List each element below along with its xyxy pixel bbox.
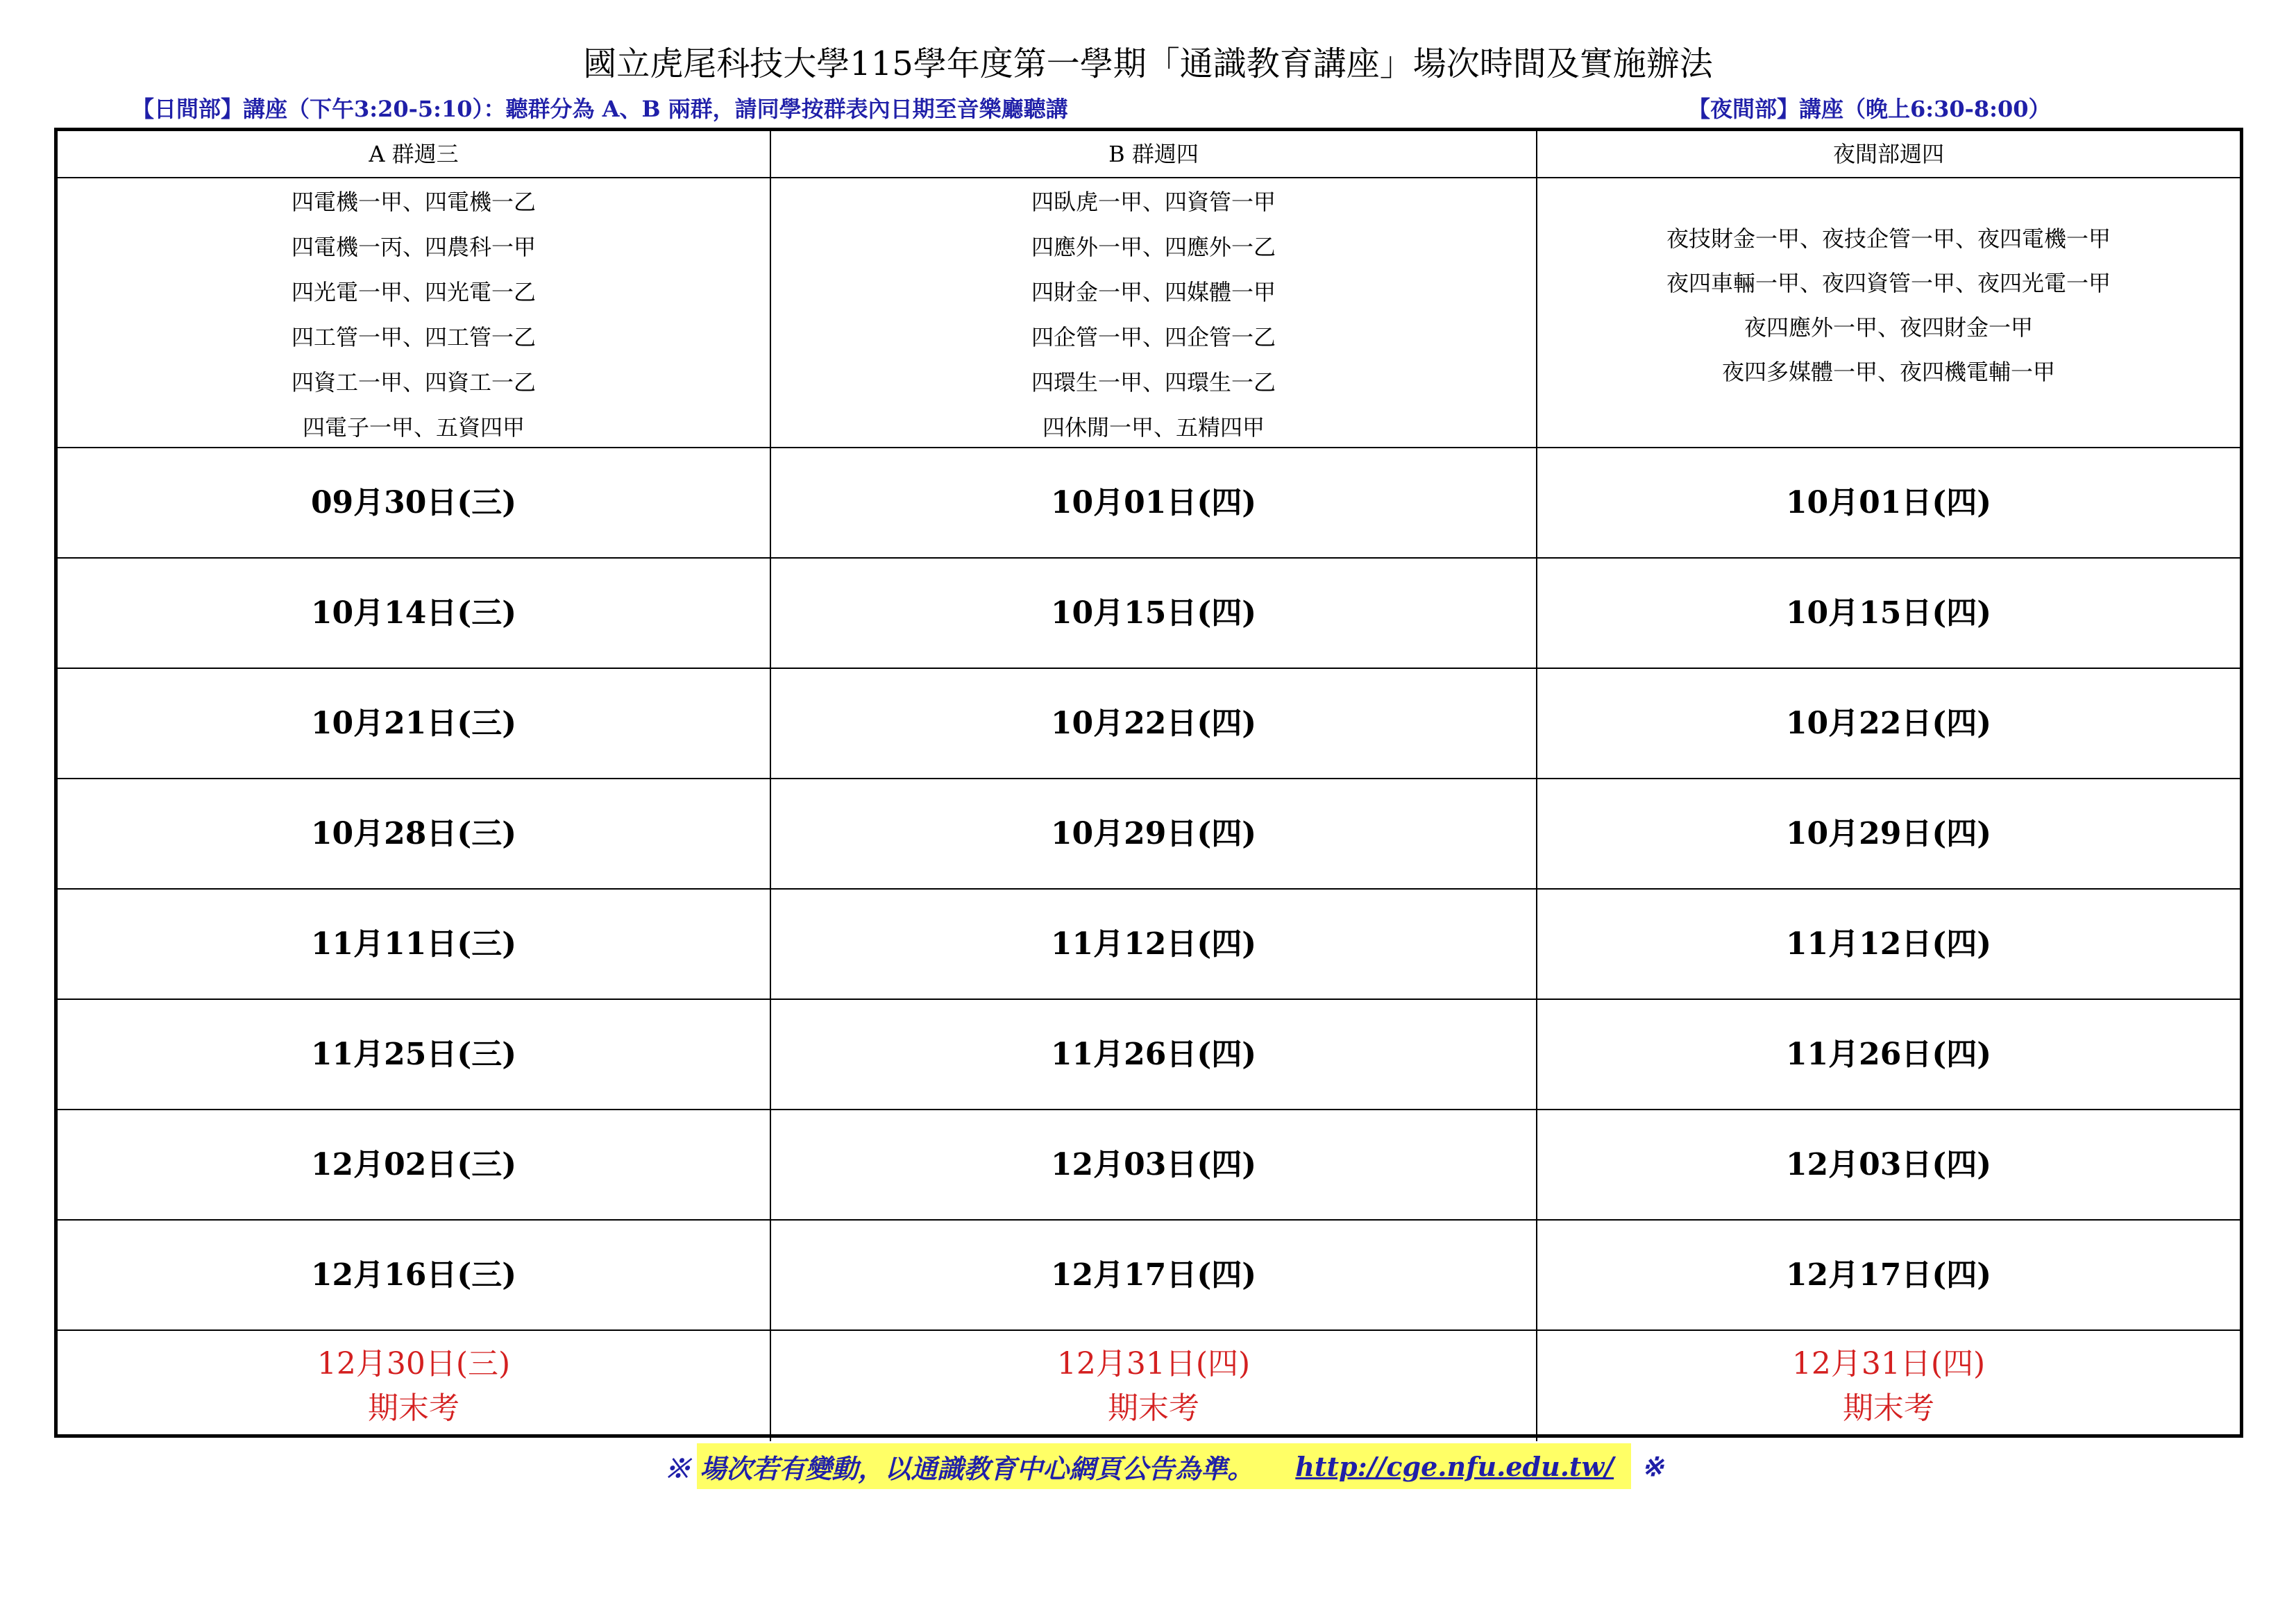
class-line: 四應外一甲、四應外一乙 [1031, 234, 1276, 260]
session-date: 11月25日(三) [310, 1036, 517, 1072]
session-date-cell [1537, 1000, 2240, 1110]
class-line: 四電機一丙、四農科一甲 [291, 234, 536, 260]
class-line: 夜四多媒體一甲、夜四機電輔一甲 [1721, 358, 2055, 385]
session-date: 10月22日(四) [1785, 705, 1992, 741]
final-exam-date: 12月31日(四) [1791, 1345, 1986, 1382]
column-header-night: 夜間部週四 [1537, 131, 2240, 178]
session-date-cell [58, 669, 771, 779]
session-date-cell [1537, 1221, 2240, 1331]
class-line: 四電機一甲、四電機一乙 [291, 189, 536, 215]
session-date: 12月16日(三) [310, 1257, 517, 1293]
session-date-cell [1537, 890, 2240, 1000]
session-date: 09月30日(三) [310, 484, 517, 520]
lecture-schedule-table [54, 128, 2243, 1438]
day-session-info: 【日間部】講座（下午3:20-5:10）：聽群分為 A、B 兩群，請同學按群表內日期至音樂廳聽講 [132, 96, 1068, 122]
column-header-group-a: A 群週三 [58, 131, 771, 178]
session-date-cell [771, 448, 1537, 559]
session-date-cell [771, 559, 1537, 669]
session-date-cell [1537, 779, 2240, 890]
final-exam-cell-group-a [58, 1331, 771, 1441]
session-date-cell [771, 1000, 1537, 1110]
session-date-cell [1537, 448, 2240, 559]
session-date: 10月29日(四) [1050, 815, 1257, 851]
class-line: 四資工一甲、四資工一乙 [291, 369, 536, 396]
class-line: 四光電一甲、四光電一乙 [291, 279, 536, 305]
session-date: 12月17日(四) [1785, 1257, 1992, 1293]
session-date: 12月17日(四) [1050, 1257, 1257, 1293]
class-line: 夜技財金一甲、夜技企管一甲、夜四電機一甲 [1666, 225, 2111, 252]
column-header-group-b: B 群週四 [771, 131, 1537, 178]
final-exam-date: 12月31日(四) [1056, 1345, 1251, 1382]
final-exam-cell-night [1537, 1331, 2240, 1441]
class-line: 四工管一甲、四工管一乙 [291, 324, 536, 350]
class-line: 四企管一甲、四企管一乙 [1031, 324, 1276, 350]
session-date-cell [58, 890, 771, 1000]
class-line: 四電子一甲、五資四甲 [302, 414, 525, 441]
session-date: 10月01日(四) [1050, 484, 1257, 520]
session-date: 12月03日(四) [1050, 1146, 1257, 1182]
group-a-class-list [58, 178, 771, 448]
session-date-cell [1537, 669, 2240, 779]
session-date: 11月11日(三) [310, 926, 517, 962]
session-date: 11月26日(四) [1050, 1036, 1257, 1072]
class-line: 四臥虎一甲、四資管一甲 [1031, 189, 1276, 215]
class-line: 四環生一甲、四環生一乙 [1031, 369, 1276, 396]
session-date-cell [58, 779, 771, 890]
notice-end-mark: ※ [1641, 1450, 1664, 1482]
session-date-cell [771, 1110, 1537, 1221]
session-date-cell [771, 890, 1537, 1000]
night-session-info: 【夜間部】講座（晚上6:30-8:00） [1688, 96, 2051, 122]
final-exam-label: 期末考 [1108, 1390, 1199, 1426]
session-date-cell [1537, 559, 2240, 669]
session-date-cell [58, 1000, 771, 1110]
session-date-cell [771, 1221, 1537, 1331]
session-date: 10月28日(三) [310, 815, 517, 851]
session-date: 12月03日(四) [1785, 1146, 1992, 1182]
session-date: 10月15日(四) [1785, 595, 1992, 631]
session-date-cell [1537, 1110, 2240, 1221]
session-date-cell [58, 1110, 771, 1221]
group-b-class-list [771, 178, 1537, 448]
session-date-cell [58, 559, 771, 669]
final-exam-date: 12月30日(三) [316, 1345, 511, 1382]
session-date-cell [58, 448, 771, 559]
class-line: 夜四應外一甲、夜四財金一甲 [1744, 314, 2033, 341]
session-date: 10月15日(四) [1050, 595, 1257, 631]
session-date-cell [771, 779, 1537, 890]
cge-website-link[interactable]: http://cge.nfu.edu.tw/ [1295, 1450, 1614, 1482]
class-line: 四休閒一甲、五精四甲 [1042, 414, 1265, 441]
session-date-cell [58, 1221, 771, 1331]
session-date: 11月26日(四) [1785, 1036, 1992, 1072]
session-date-cell [771, 669, 1537, 779]
final-exam-cell-group-b [771, 1331, 1537, 1441]
session-date: 10月29日(四) [1785, 815, 1992, 851]
class-line: 四財金一甲、四媒體一甲 [1031, 279, 1276, 305]
change-notice [664, 1443, 1664, 1489]
session-date: 10月21日(三) [310, 705, 517, 741]
session-date: 10月22日(四) [1050, 705, 1257, 741]
change-notice-text: ※ 場次若有變動，以通識教育中心網頁公告為準。 [664, 1452, 1254, 1484]
session-date: 10月01日(四) [1785, 484, 1992, 520]
final-exam-label: 期末考 [1843, 1390, 1934, 1426]
page-title: 國立虎尾科技大學115學年度第一學期「通識教育講座」場次時間及實施辦法 [583, 44, 1713, 83]
class-line: 夜四車輛一甲、夜四資管一甲、夜四光電一甲 [1666, 269, 2111, 296]
night-class-list [1537, 178, 2240, 448]
final-exam-label: 期末考 [368, 1390, 459, 1426]
session-date: 11月12日(四) [1050, 926, 1257, 962]
session-date: 11月12日(四) [1785, 926, 1992, 962]
session-date: 10月14日(三) [310, 595, 517, 631]
session-date: 12月02日(三) [310, 1146, 517, 1182]
